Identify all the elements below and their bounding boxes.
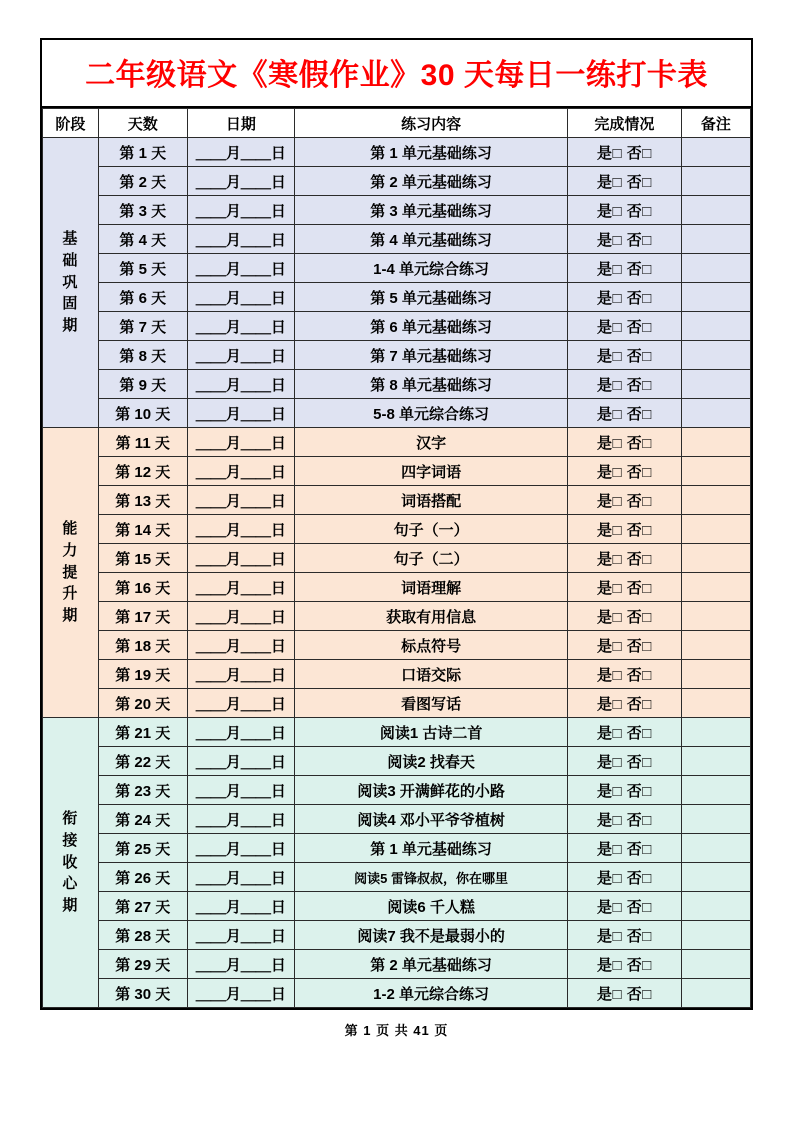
date-field[interactable]: ＿＿月＿＿日 [187, 370, 294, 399]
content-cell: 阅读3 开满鲜花的小路 [295, 776, 568, 805]
content-cell: 第 5 单元基础练习 [295, 283, 568, 312]
day-cell: 第 21 天 [98, 718, 187, 747]
date-field[interactable]: ＿＿月＿＿日 [187, 167, 294, 196]
date-field[interactable]: ＿＿月＿＿日 [187, 921, 294, 950]
day-cell: 第 5 天 [98, 254, 187, 283]
content-cell: 看图写话 [295, 689, 568, 718]
day-cell: 第 4 天 [98, 225, 187, 254]
table-row [43, 805, 751, 834]
note-cell[interactable] [681, 718, 750, 747]
day-cell: 第 24 天 [98, 805, 187, 834]
status-checkbox-group[interactable]: 是□ 否□ [568, 660, 682, 689]
table-row [43, 979, 751, 1008]
content-cell: 第 3 单元基础练习 [295, 196, 568, 225]
note-cell[interactable] [681, 631, 750, 660]
table-header [43, 109, 751, 138]
note-cell[interactable] [681, 805, 750, 834]
note-cell[interactable] [681, 312, 750, 341]
day-cell: 第 3 天 [98, 196, 187, 225]
content-cell: 1-2 单元综合练习 [295, 979, 568, 1008]
table-row [43, 138, 751, 167]
date-field[interactable]: ＿＿月＿＿日 [187, 573, 294, 602]
date-field[interactable]: ＿＿月＿＿日 [187, 457, 294, 486]
content-cell: 第 8 单元基础练习 [295, 370, 568, 399]
day-cell: 第 11 天 [98, 428, 187, 457]
stage-cell [43, 138, 99, 428]
note-cell[interactable] [681, 515, 750, 544]
day-cell: 第 25 天 [98, 834, 187, 863]
note-cell[interactable] [681, 863, 750, 892]
checklist-table [42, 108, 751, 1008]
content-cell: 1-4 单元综合练习 [295, 254, 568, 283]
status-checkbox-group[interactable]: 是□ 否□ [568, 196, 682, 225]
day-cell: 第 9 天 [98, 370, 187, 399]
date-field[interactable]: ＿＿月＿＿日 [187, 979, 294, 1008]
table-row [43, 428, 751, 457]
date-field[interactable]: ＿＿月＿＿日 [187, 631, 294, 660]
content-cell: 阅读7 我不是最弱小的 [295, 921, 568, 950]
status-checkbox-group[interactable]: 是□ 否□ [568, 631, 682, 660]
date-field[interactable]: ＿＿月＿＿日 [187, 399, 294, 428]
date-field[interactable]: ＿＿月＿＿日 [187, 776, 294, 805]
day-cell: 第 18 天 [98, 631, 187, 660]
table-row [43, 892, 751, 921]
header-day: 天数 [98, 109, 187, 138]
table-row [43, 196, 751, 225]
checklist-sheet [40, 38, 753, 1010]
note-cell[interactable] [681, 138, 750, 167]
status-checkbox-group[interactable]: 是□ 否□ [568, 979, 682, 1008]
status-checkbox-group[interactable]: 是□ 否□ [568, 805, 682, 834]
date-field[interactable]: ＿＿月＿＿日 [187, 602, 294, 631]
day-cell: 第 17 天 [98, 602, 187, 631]
content-cell: 标点符号 [295, 631, 568, 660]
table-row [43, 254, 751, 283]
table-row [43, 921, 751, 950]
status-checkbox-group[interactable]: 是□ 否□ [568, 863, 682, 892]
status-checkbox-group[interactable]: 是□ 否□ [568, 254, 682, 283]
note-cell[interactable] [681, 428, 750, 457]
status-checkbox-group[interactable]: 是□ 否□ [568, 515, 682, 544]
note-cell[interactable] [681, 225, 750, 254]
status-checkbox-group[interactable]: 是□ 否□ [568, 167, 682, 196]
date-field[interactable]: ＿＿月＿＿日 [187, 689, 294, 718]
content-cell: 阅读4 邓小平爷爷植树 [295, 805, 568, 834]
content-cell: 5-8 单元综合练习 [295, 399, 568, 428]
day-cell: 第 27 天 [98, 892, 187, 921]
day-cell: 第 6 天 [98, 283, 187, 312]
day-cell: 第 10 天 [98, 399, 187, 428]
status-checkbox-group[interactable]: 是□ 否□ [568, 312, 682, 341]
note-cell[interactable] [681, 486, 750, 515]
status-checkbox-group[interactable]: 是□ 否□ [568, 892, 682, 921]
day-cell: 第 29 天 [98, 950, 187, 979]
status-checkbox-group[interactable]: 是□ 否□ [568, 747, 682, 776]
date-field[interactable]: ＿＿月＿＿日 [187, 341, 294, 370]
status-checkbox-group[interactable]: 是□ 否□ [568, 921, 682, 950]
title-band [42, 40, 751, 108]
day-cell: 第 19 天 [98, 660, 187, 689]
table-row [43, 689, 751, 718]
status-checkbox-group[interactable]: 是□ 否□ [568, 950, 682, 979]
stage-label: 能力提升期 [62, 520, 79, 625]
day-cell: 第 28 天 [98, 921, 187, 950]
day-cell: 第 12 天 [98, 457, 187, 486]
status-checkbox-group[interactable]: 是□ 否□ [568, 370, 682, 399]
table-row [43, 950, 751, 979]
day-cell: 第 2 天 [98, 167, 187, 196]
note-cell[interactable] [681, 602, 750, 631]
note-cell[interactable] [681, 950, 750, 979]
date-field[interactable]: ＿＿月＿＿日 [187, 254, 294, 283]
status-checkbox-group[interactable]: 是□ 否□ [568, 341, 682, 370]
date-field[interactable]: ＿＿月＿＿日 [187, 544, 294, 573]
table-row [43, 573, 751, 602]
note-cell[interactable] [681, 167, 750, 196]
date-field[interactable]: ＿＿月＿＿日 [187, 805, 294, 834]
header-content: 练习内容 [295, 109, 568, 138]
content-cell: 句子（二） [295, 544, 568, 573]
content-cell: 四字词语 [295, 457, 568, 486]
table-row [43, 370, 751, 399]
page-footer: 第 1 页 共 41 页 [344, 1023, 449, 1038]
table-row [43, 515, 751, 544]
date-field[interactable]: ＿＿月＿＿日 [187, 196, 294, 225]
date-field[interactable]: ＿＿月＿＿日 [187, 225, 294, 254]
day-cell: 第 7 天 [98, 312, 187, 341]
note-cell[interactable] [681, 979, 750, 1008]
content-cell: 阅读2 找春天 [295, 747, 568, 776]
day-cell: 第 14 天 [98, 515, 187, 544]
status-checkbox-group[interactable]: 是□ 否□ [568, 399, 682, 428]
date-field[interactable]: ＿＿月＿＿日 [187, 138, 294, 167]
table-row [43, 283, 751, 312]
stage-cell [43, 718, 99, 1008]
stage-cell [43, 428, 99, 718]
table-row [43, 834, 751, 863]
table-row [43, 312, 751, 341]
note-cell[interactable] [681, 341, 750, 370]
header-status: 完成情况 [568, 109, 682, 138]
table-row [43, 167, 751, 196]
note-cell[interactable] [681, 834, 750, 863]
status-checkbox-group[interactable]: 是□ 否□ [568, 138, 682, 167]
status-checkbox-group[interactable]: 是□ 否□ [568, 573, 682, 602]
table-row [43, 486, 751, 515]
note-cell[interactable] [681, 689, 750, 718]
content-cell: 第 2 单元基础练习 [295, 167, 568, 196]
date-field[interactable]: ＿＿月＿＿日 [187, 515, 294, 544]
day-cell: 第 26 天 [98, 863, 187, 892]
day-cell: 第 23 天 [98, 776, 187, 805]
date-field[interactable]: ＿＿月＿＿日 [187, 718, 294, 747]
table-row [43, 718, 751, 747]
day-cell: 第 20 天 [98, 689, 187, 718]
date-field[interactable]: ＿＿月＿＿日 [187, 863, 294, 892]
date-field[interactable]: ＿＿月＿＿日 [187, 950, 294, 979]
day-cell: 第 13 天 [98, 486, 187, 515]
day-cell: 第 30 天 [98, 979, 187, 1008]
table-body [43, 138, 751, 1008]
status-checkbox-group[interactable]: 是□ 否□ [568, 776, 682, 805]
note-cell[interactable] [681, 892, 750, 921]
status-checkbox-group[interactable]: 是□ 否□ [568, 283, 682, 312]
status-checkbox-group[interactable]: 是□ 否□ [568, 225, 682, 254]
content-cell: 第 2 单元基础练习 [295, 950, 568, 979]
table-row [43, 544, 751, 573]
date-field[interactable]: ＿＿月＿＿日 [187, 834, 294, 863]
note-cell[interactable] [681, 921, 750, 950]
table-row [43, 747, 751, 776]
stage-label: 基础巩固期 [62, 230, 79, 335]
table-row [43, 457, 751, 486]
status-checkbox-group[interactable]: 是□ 否□ [568, 602, 682, 631]
note-cell[interactable] [681, 254, 750, 283]
content-cell: 阅读6 千人糕 [295, 892, 568, 921]
content-cell: 汉字 [295, 428, 568, 457]
table-row [43, 776, 751, 805]
content-cell: 第 7 单元基础练习 [295, 341, 568, 370]
table-row [43, 399, 751, 428]
content-cell: 第 4 单元基础练习 [295, 225, 568, 254]
status-checkbox-group[interactable]: 是□ 否□ [568, 457, 682, 486]
date-field[interactable]: ＿＿月＿＿日 [187, 428, 294, 457]
header-row [43, 109, 751, 138]
table-row [43, 863, 751, 892]
note-cell[interactable] [681, 660, 750, 689]
note-cell[interactable] [681, 747, 750, 776]
date-field[interactable]: ＿＿月＿＿日 [187, 747, 294, 776]
table-row [43, 631, 751, 660]
note-cell[interactable] [681, 776, 750, 805]
day-cell: 第 1 天 [98, 138, 187, 167]
note-cell[interactable] [681, 196, 750, 225]
note-cell[interactable] [681, 573, 750, 602]
day-cell: 第 16 天 [98, 573, 187, 602]
date-field[interactable]: ＿＿月＿＿日 [187, 283, 294, 312]
day-cell: 第 22 天 [98, 747, 187, 776]
status-checkbox-group[interactable]: 是□ 否□ [568, 544, 682, 573]
date-field[interactable]: ＿＿月＿＿日 [187, 486, 294, 515]
table-row [43, 225, 751, 254]
date-field[interactable]: ＿＿月＿＿日 [187, 660, 294, 689]
status-checkbox-group[interactable]: 是□ 否□ [568, 486, 682, 515]
note-cell[interactable] [681, 283, 750, 312]
header-stage: 阶段 [43, 109, 99, 138]
content-cell: 口语交际 [295, 660, 568, 689]
table-row [43, 660, 751, 689]
status-checkbox-group[interactable]: 是□ 否□ [568, 718, 682, 747]
content-cell: 第 1 单元基础练习 [295, 138, 568, 167]
content-cell: 词语理解 [295, 573, 568, 602]
content-cell: 第 6 单元基础练习 [295, 312, 568, 341]
date-field[interactable]: ＿＿月＿＿日 [187, 892, 294, 921]
note-cell[interactable] [681, 457, 750, 486]
content-cell: 词语搭配 [295, 486, 568, 515]
note-cell[interactable] [681, 399, 750, 428]
content-cell: 句子（一） [295, 515, 568, 544]
header-note: 备注 [681, 109, 750, 138]
table-row [43, 602, 751, 631]
header-date: 日期 [187, 109, 294, 138]
status-checkbox-group[interactable]: 是□ 否□ [568, 689, 682, 718]
content-cell: 第 1 单元基础练习 [295, 834, 568, 863]
status-checkbox-group[interactable]: 是□ 否□ [568, 428, 682, 457]
date-field[interactable]: ＿＿月＿＿日 [187, 312, 294, 341]
content-cell: 获取有用信息 [295, 602, 568, 631]
content-cell: 阅读1 古诗二首 [295, 718, 568, 747]
stage-label: 衔接收心期 [62, 810, 79, 915]
status-checkbox-group[interactable]: 是□ 否□ [568, 834, 682, 863]
note-cell[interactable] [681, 544, 750, 573]
content-cell: 阅读5 雷锋叔叔，你在哪里 [295, 863, 568, 892]
page-title: 二年级语文《寒假作业》30 天每日一练打卡表 [85, 59, 708, 92]
note-cell[interactable] [681, 370, 750, 399]
day-cell: 第 15 天 [98, 544, 187, 573]
table-row [43, 341, 751, 370]
day-cell: 第 8 天 [98, 341, 187, 370]
